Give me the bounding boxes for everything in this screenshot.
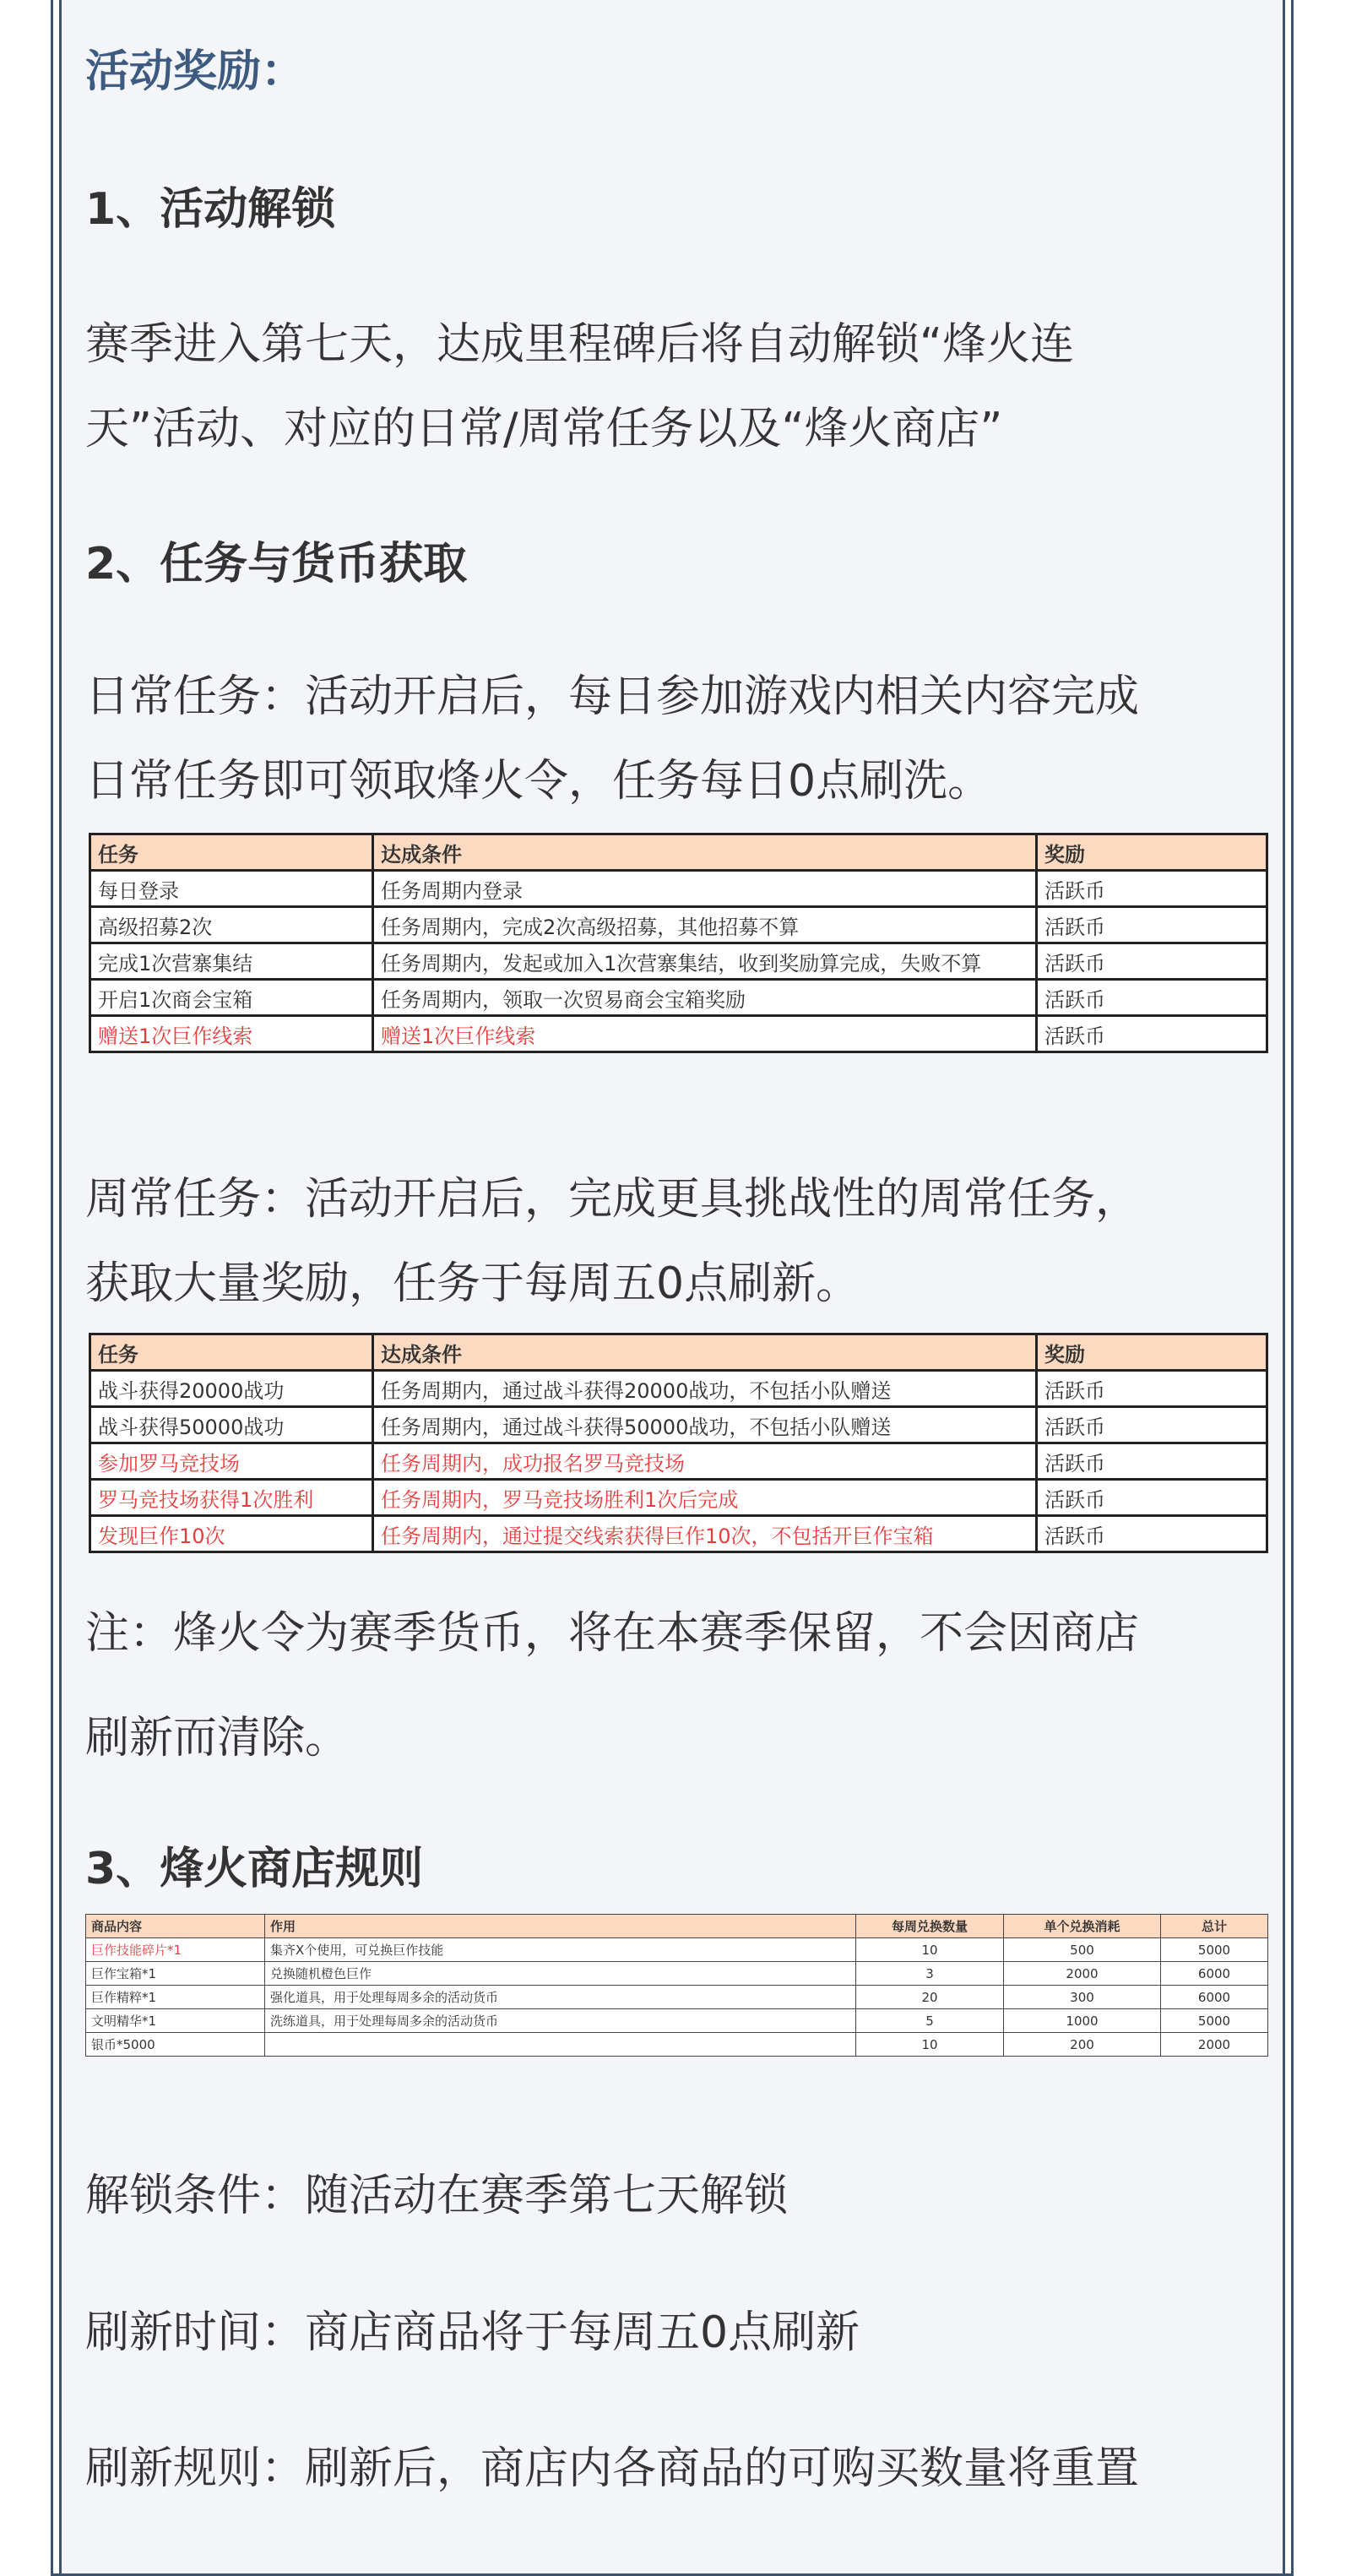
unlock-paragraph [85, 302, 1267, 471]
task-cell: 完成1次营寨集结 [90, 943, 373, 980]
section-title: 活动奖励： [85, 46, 306, 97]
cost-cell: 2000 [1004, 1962, 1161, 1986]
table-row [86, 2009, 1268, 2033]
shop-table [85, 1914, 1268, 2057]
text-line: 注：烽火令为赛季货币，将在本赛季保留，不会因商店 [85, 1608, 1140, 1659]
text-line: 周常任务：活动开启后，完成更具挑战性的周常任务， [85, 1174, 1140, 1225]
qty-cell: 10 [856, 1938, 1004, 1962]
effect-cell: 强化道具，用于处理每周多余的活动货币 [265, 1986, 856, 2009]
weekly-task-table [89, 1333, 1268, 1553]
condition-cell: 任务周期内，领取一次贸易商会宝箱奖励 [373, 980, 1037, 1016]
column-header: 任务 [90, 834, 373, 871]
table-row [90, 943, 1267, 980]
daily-task-table [89, 833, 1268, 1053]
task-cell: 赠送1次巨作线索 [90, 1016, 373, 1052]
unlock-condition-line: 解锁条件：随活动在赛季第七天解锁 [85, 2171, 789, 2221]
qty-cell: 5 [856, 2009, 1004, 2033]
task-cell: 罗马竞技场获得1次胜利 [90, 1480, 373, 1516]
text-line: 获取大量奖励，任务于每周五0点刷新。 [85, 1258, 860, 1309]
reward-cell: 活跃币 [1037, 1371, 1267, 1407]
reward-cell: 活跃币 [1037, 1516, 1267, 1552]
table-row [86, 1986, 1268, 2009]
condition-cell: 任务周期内，罗马竞技场胜利1次后完成 [373, 1480, 1037, 1516]
reward-cell: 活跃币 [1037, 980, 1267, 1016]
condition-cell: 任务周期内登录 [373, 871, 1037, 907]
table-header-row [90, 834, 1267, 871]
item-cell: 银币*5000 [86, 2033, 265, 2057]
item-cell: 巨作宝箱*1 [86, 1962, 265, 1986]
reward-cell: 活跃币 [1037, 907, 1267, 943]
condition-cell: 任务周期内，通过战斗获得50000战功，不包括小队赠送 [373, 1407, 1037, 1443]
weekly-paragraph [85, 1157, 1267, 1326]
condition-cell: 赠送1次巨作线索 [373, 1016, 1037, 1052]
column-header: 奖励 [1037, 1334, 1267, 1371]
shop-heading: 3、烽火商店规则 [85, 1844, 424, 1894]
task-cell: 发现巨作10次 [90, 1516, 373, 1552]
table-row [90, 907, 1267, 943]
qty-cell: 3 [856, 1962, 1004, 1986]
column-header: 任务 [90, 1334, 373, 1371]
column-header: 商品内容 [86, 1915, 265, 1938]
item-cell: 巨作精粹*1 [86, 1986, 265, 2009]
total-cell: 6000 [1161, 1986, 1268, 2009]
table-row [86, 2033, 1268, 2057]
text-line: 日常任务：活动开启后，每日参加游戏内相关内容完成 [85, 671, 1140, 722]
table-header-row [90, 1334, 1267, 1371]
table-row-highlighted [90, 1480, 1267, 1516]
table-header-row [86, 1915, 1268, 1938]
table-row [90, 980, 1267, 1016]
qty-cell: 10 [856, 2033, 1004, 2057]
refresh-time-line: 刷新时间：商店商品将于每周五0点刷新 [85, 2307, 860, 2358]
table-row [86, 1962, 1268, 1986]
task-cell: 战斗获得20000战功 [90, 1371, 373, 1407]
task-cell: 开启1次商会宝箱 [90, 980, 373, 1016]
table-row-highlighted [90, 1443, 1267, 1480]
condition-cell: 任务周期内，通过提交线索获得巨作10次，不包括开巨作宝箱 [373, 1516, 1037, 1552]
table-row-highlighted [86, 1938, 1268, 1962]
cost-cell: 300 [1004, 1986, 1161, 2009]
column-header: 达成条件 [373, 834, 1037, 871]
effect-cell [265, 2033, 856, 2057]
cost-cell: 1000 [1004, 2009, 1161, 2033]
text-line: 刷新而清除。 [85, 1713, 350, 1764]
column-header: 单个兑换消耗 [1004, 1915, 1161, 1938]
text-line: 日常任务即可领取烽火令，任务每日0点刷洗。 [85, 756, 992, 807]
column-header: 总计 [1161, 1915, 1268, 1938]
condition-cell: 任务周期内，完成2次高级招募，其他招募不算 [373, 907, 1037, 943]
text-line: 天”活动、对应的日常/周常任务以及“烽火商店” [85, 404, 1003, 454]
total-cell: 2000 [1161, 2033, 1268, 2057]
reward-cell: 活跃币 [1037, 1016, 1267, 1052]
table-row [90, 871, 1267, 907]
condition-cell: 任务周期内，发起或加入1次营寨集结，收到奖励算完成，失败不算 [373, 943, 1037, 980]
unlock-heading: 1、活动解锁 [85, 184, 336, 235]
table-row-highlighted [90, 1516, 1267, 1552]
item-cell: 巨作技能碎片*1 [86, 1938, 265, 1962]
column-header: 每周兑换数量 [856, 1915, 1004, 1938]
effect-cell: 兑换随机橙色巨作 [265, 1962, 856, 1986]
reward-cell: 活跃币 [1037, 1407, 1267, 1443]
total-cell: 6000 [1161, 1962, 1268, 1986]
refresh-rule-line: 刷新规则：刷新后，商店内各商品的可购买数量将重置 [85, 2443, 1140, 2494]
task-cell: 高级招募2次 [90, 907, 373, 943]
reward-cell: 活跃币 [1037, 1480, 1267, 1516]
note-paragraph [85, 1581, 1267, 1791]
column-header: 奖励 [1037, 834, 1267, 871]
effect-cell: 集齐X个使用，可兑换巨作技能 [265, 1938, 856, 1962]
total-cell: 5000 [1161, 2009, 1268, 2033]
text-line: 赛季进入第七天，达成里程碑后将自动解锁“烽火连 [85, 319, 1074, 370]
reward-cell: 活跃币 [1037, 871, 1267, 907]
reward-cell: 活跃币 [1037, 1443, 1267, 1480]
task-cell: 参加罗马竞技场 [90, 1443, 373, 1480]
cost-cell: 500 [1004, 1938, 1161, 1962]
task-cell: 战斗获得50000战功 [90, 1407, 373, 1443]
item-cell: 文明精华*1 [86, 2009, 265, 2033]
cost-cell: 200 [1004, 2033, 1161, 2057]
column-header: 达成条件 [373, 1334, 1037, 1371]
condition-cell: 任务周期内，成功报名罗马竞技场 [373, 1443, 1037, 1480]
table-row [90, 1371, 1267, 1407]
table-row [90, 1407, 1267, 1443]
task-cell: 每日登录 [90, 871, 373, 907]
column-header: 作用 [265, 1915, 856, 1938]
qty-cell: 20 [856, 1986, 1004, 2009]
condition-cell: 任务周期内，通过战斗获得20000战功，不包括小队赠送 [373, 1371, 1037, 1407]
reward-cell: 活跃币 [1037, 943, 1267, 980]
tasks-heading: 2、任务与货币获取 [85, 539, 468, 590]
effect-cell: 洗练道具，用于处理每周多余的活动货币 [265, 2009, 856, 2033]
total-cell: 5000 [1161, 1938, 1268, 1962]
daily-paragraph [85, 655, 1267, 823]
table-row-highlighted [90, 1016, 1267, 1052]
